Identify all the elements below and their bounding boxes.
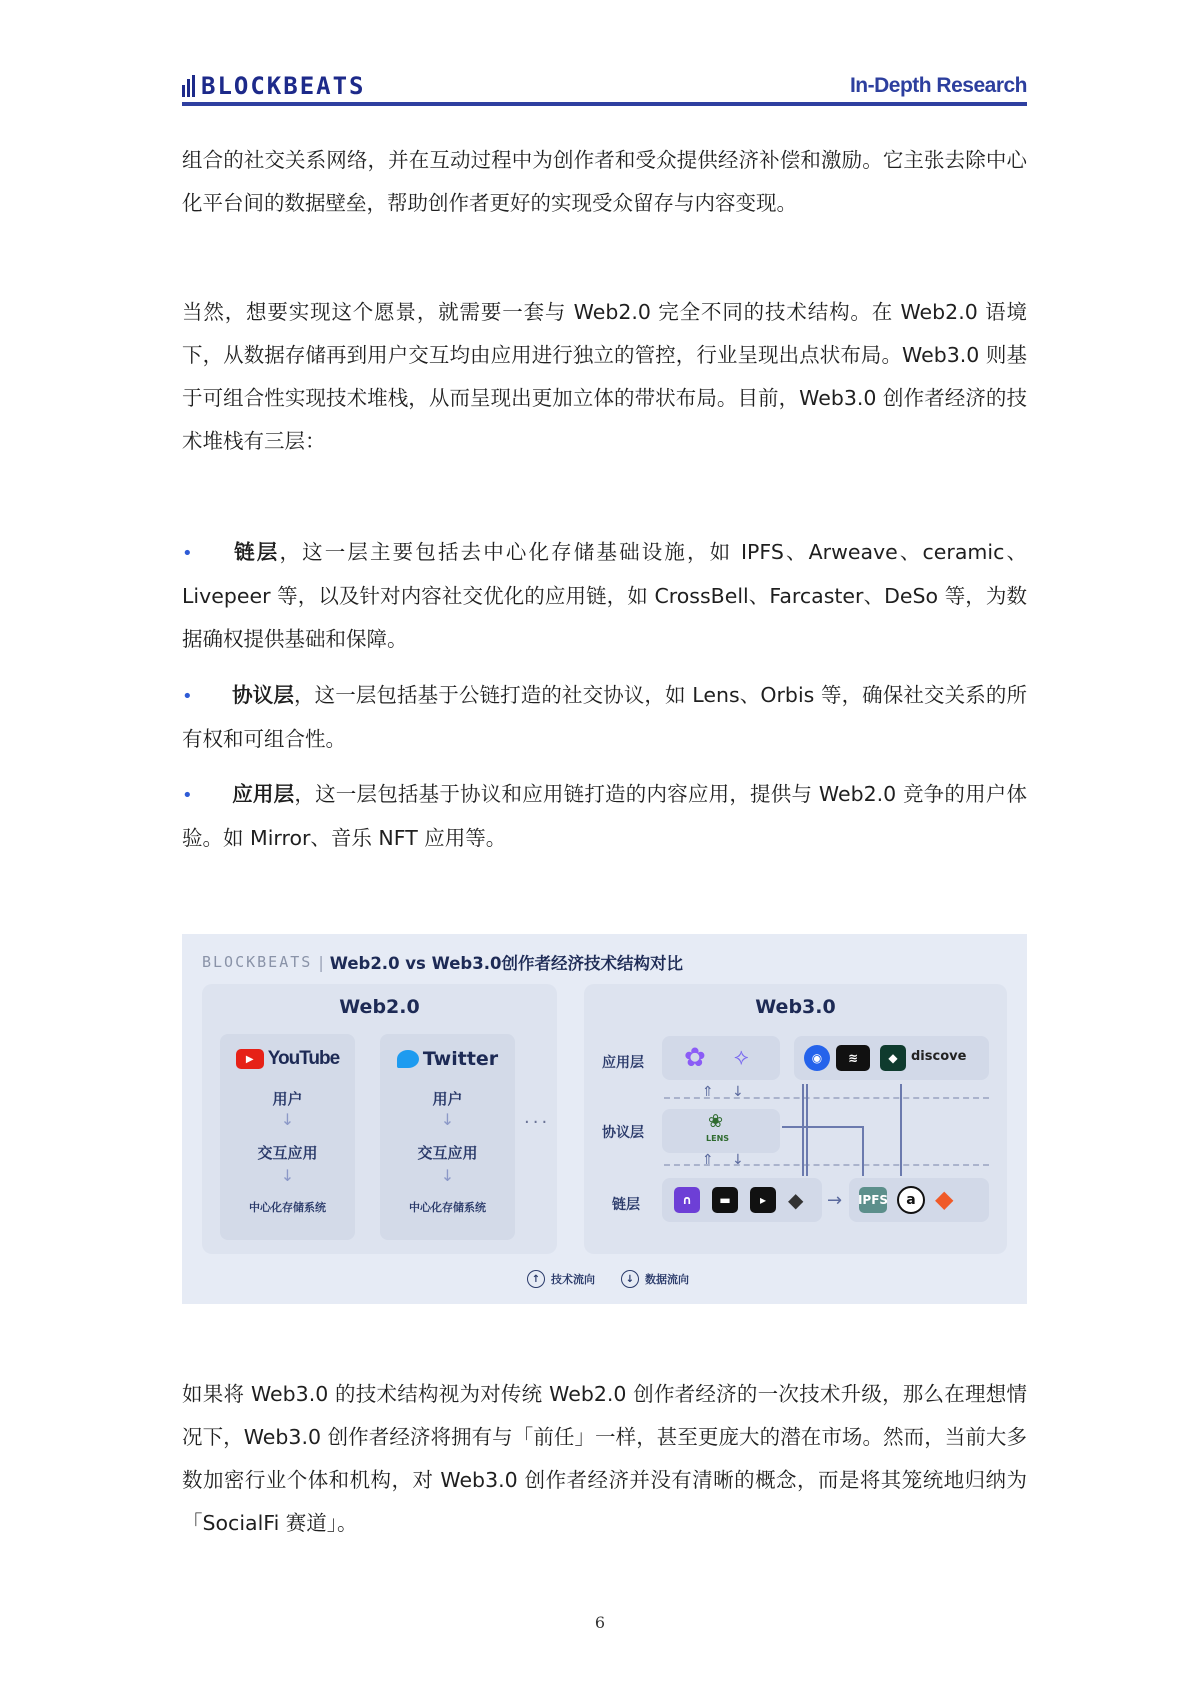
bullet-dot-icon: •: [182, 543, 193, 564]
tech-flow-legend-icon: ↑: [527, 1270, 545, 1288]
data-flow-legend-icon: ↓: [621, 1270, 639, 1288]
chain-tile-left: [662, 1178, 822, 1222]
twitter-storage: 中心化存储系统: [409, 1201, 486, 1214]
sound-icon: ≋: [836, 1045, 870, 1071]
protocol-tile: [662, 1109, 780, 1153]
bullet-protocol-layer: [182, 674, 1027, 761]
arrow-right-icon: →: [827, 1190, 843, 1211]
header-divider: [182, 102, 1027, 106]
bullet-dot-icon: •: [182, 785, 193, 806]
bullet-application-layer: [182, 773, 1027, 860]
layer-label-protocol: 协议层: [602, 1125, 644, 1141]
ipfs-icon: IPFS: [859, 1187, 887, 1213]
web2-title: Web2.0: [339, 996, 420, 1018]
connector-line: [900, 1084, 902, 1176]
connector-line: [862, 1126, 864, 1176]
page-number: 6: [594, 1613, 606, 1632]
lens-icon: ❀: [708, 1111, 724, 1132]
connector-line: [806, 1084, 808, 1176]
header-report-type: In-Depth Research: [849, 74, 1027, 97]
tech-flow-up-icon: ⇑: [702, 1152, 714, 1168]
chain-tile-right: [849, 1178, 989, 1222]
twitter-user: 用户: [432, 1090, 463, 1108]
app-tile-left: [662, 1036, 780, 1080]
youtube-storage: 中心化存储系统: [249, 1201, 326, 1214]
arrow-down-icon: ↓: [440, 1166, 455, 1185]
livepeer-icon: ◆: [935, 1185, 954, 1213]
ethereum-icon: ◆: [788, 1188, 804, 1212]
legend-tech-flow: 技术流向: [551, 1273, 595, 1286]
data-flow-down-icon: ↓: [732, 1152, 744, 1168]
crossbell-icon: ▬: [712, 1187, 738, 1213]
ellipsis: ···: [524, 1112, 551, 1133]
youtube-app: 交互应用: [257, 1144, 318, 1162]
comparison-figure: [182, 934, 1027, 1304]
figure-legend: [527, 1270, 689, 1288]
youtube-column: [220, 1034, 355, 1240]
twitter-bird-icon: [397, 1050, 419, 1068]
arweave-letter: a: [906, 1192, 916, 1208]
blockbeats-logo: [182, 72, 366, 100]
lens-label: LENS: [706, 1134, 730, 1143]
layer-label-app: 应用层: [602, 1055, 644, 1071]
figure-separator: |: [318, 952, 324, 972]
youtube-icon: ▶: [236, 1049, 264, 1069]
bullet-text: ，这一层主要包括去中心化存储基础设施，如 IPFS、Arweave、ceramic、Livepeer 等，以及针对内容社交优化的应用链，如 CrossBell、Farcaster、DeSo 等，为数据确权提供基础和保障。: [182, 540, 1027, 651]
arweave-icon: [897, 1186, 925, 1214]
figure-title-bar: [202, 950, 683, 974]
twitter-label: Twitter: [422, 1048, 499, 1070]
legend-data-flow: 数据流向: [645, 1273, 689, 1286]
web3-title: Web3.0: [755, 996, 836, 1018]
data-flow-down-icon: ↓: [732, 1084, 744, 1100]
discove-logo-icon: ◆: [880, 1045, 906, 1071]
arrow-down-icon: ↓: [440, 1110, 455, 1129]
connector-line: [782, 1126, 862, 1128]
figure-heading: Web2.0 vs Web3.0创作者经济技术结构对比: [329, 954, 683, 973]
farcaster-icon: ▸: [750, 1187, 776, 1213]
layer-label-chain: 链层: [612, 1197, 640, 1213]
paragraph-tech-stack: 当然，想要实现这个愿景，就需要一套与 Web2.0 完全不同的技术结构。在 Web2.0 语境下，从数据存储再到用户交互均由应用进行独立的管控，行业呈现出点状布局。Web3.0 则基于可组合性实现技术堆栈，从而呈现出更加立体的带状布局。目前，Web3.0 创作者经济的技术堆栈有三层：: [182, 300, 1027, 453]
web3-panel: [584, 984, 1007, 1254]
bullet-text: ，这一层包括基于协议和应用链打造的内容应用，提供与 Web2.0 竞争的用户体验。如 Mirror、音乐 NFT 应用等。: [182, 782, 1028, 850]
mirror-icon: ◉: [804, 1045, 830, 1071]
bullet-term: 协议层: [232, 683, 294, 707]
bullet-dot-icon: •: [182, 686, 193, 707]
connector-line: [802, 1084, 804, 1176]
logo-text: BLOCKBEATS: [201, 72, 366, 100]
twitter-app: 交互应用: [417, 1144, 478, 1162]
arch-icon: ∩: [674, 1187, 700, 1213]
youtube-label: YouTube: [267, 1048, 340, 1069]
web2-panel: [202, 984, 557, 1254]
tech-flow-up-icon: ⇑: [702, 1084, 714, 1100]
bullet-term: 应用层: [232, 782, 295, 806]
bullet-text: ，这一层包括基于公链打造的社交协议，如 Lens、Orbis 等，确保社交关系的所有权和可组合性。: [182, 683, 1027, 751]
youtube-brand: [220, 1048, 355, 1070]
youtube-user: 用户: [272, 1090, 303, 1108]
network-icon: ⟡: [734, 1045, 749, 1070]
discove-label: discove: [911, 1049, 967, 1064]
app-tile-right: [794, 1036, 989, 1080]
twitter-brand: [380, 1048, 515, 1070]
page-header: [182, 70, 1027, 108]
bullet-term: 链层: [232, 540, 280, 564]
paragraph-socialfi: 如果将 Web3.0 的技术结构视为对传统 Web2.0 创作者经济的一次技术升级，那么在理想情况下，Web3.0 创作者经济将拥有与「前任」一样，甚至更庞大的潜在市场。然而，当前大多数加密行业个体和机构，对 Web3.0 创作者经济并没有清晰的概念，而是将其笼统地归纳为「SocialFi 赛道」。: [182, 1382, 1027, 1535]
paragraph-intro: 组合的社交关系网络，并在互动过程中为创作者和受众提供经济补偿和激励。它主张去除中心化平台间的数据壁垒，帮助创作者更好的实现受众留存与内容变现。: [182, 148, 1027, 215]
twitter-column: [380, 1034, 515, 1240]
flower-icon: ✿: [684, 1043, 706, 1073]
bullet-chain-layer: [182, 531, 1027, 661]
logo-bars-icon: [182, 75, 195, 97]
arrow-down-icon: ↓: [280, 1166, 295, 1185]
arrow-down-icon: ↓: [280, 1110, 295, 1129]
figure-brand: BLOCKBEATS: [202, 953, 313, 971]
